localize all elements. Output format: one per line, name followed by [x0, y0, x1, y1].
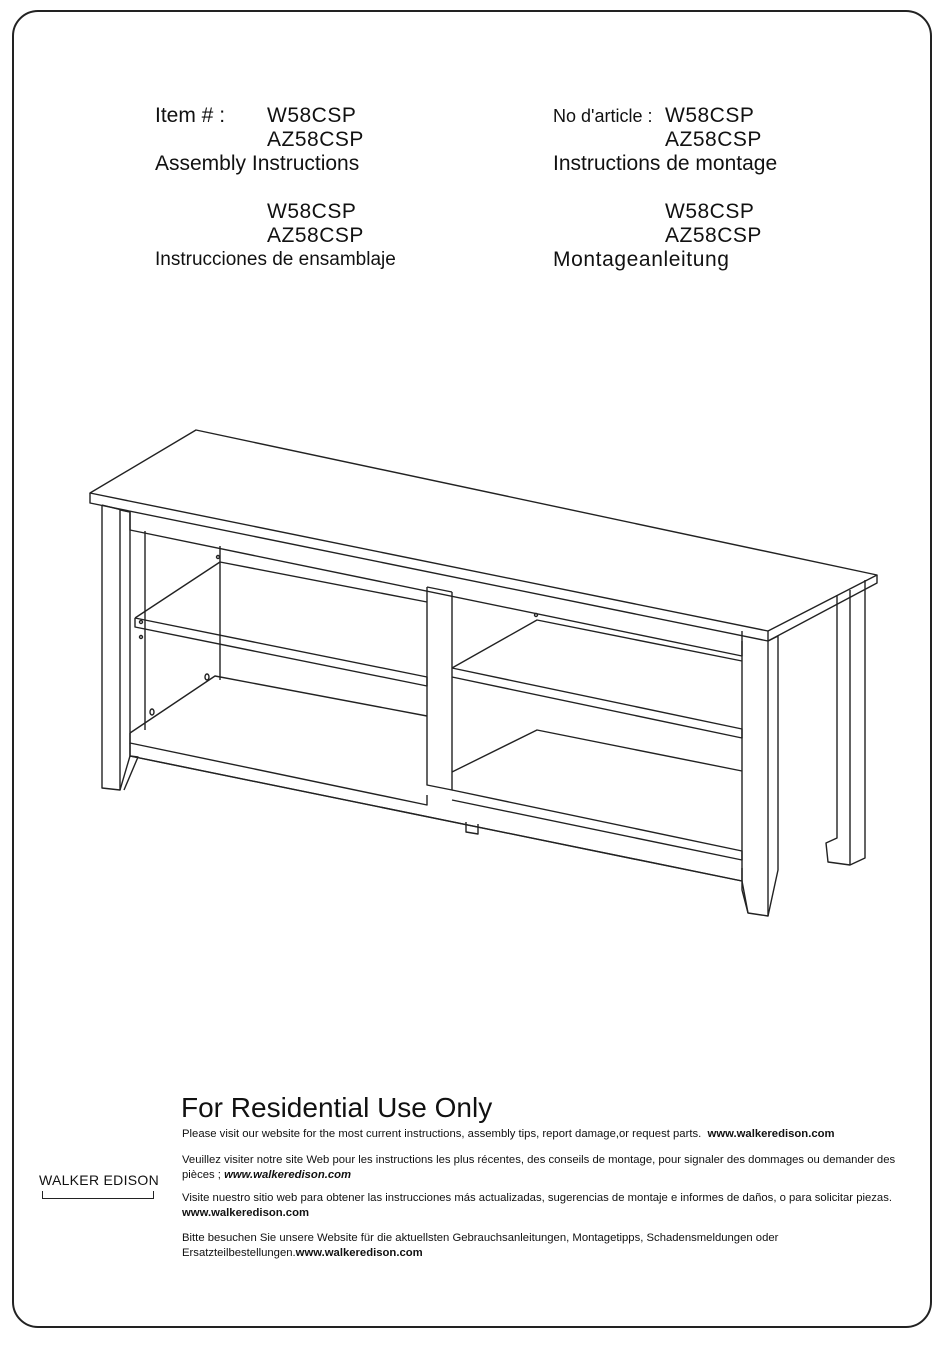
residential-use-title: For Residential Use Only	[181, 1092, 493, 1123]
website-link[interactable]: www.walkeredison.com	[707, 1128, 835, 1140]
header-french	[553, 104, 777, 176]
logo-text: WALKER EDISON	[38, 1172, 160, 1188]
assembly-subtitle: Instrucciones de ensamblaje	[155, 249, 396, 270]
model-number-1: W58CSP	[267, 200, 357, 223]
english-notice	[182, 1127, 910, 1142]
header-english	[155, 104, 364, 176]
tv-stand-illustration	[85, 425, 885, 925]
assembly-subtitle: Assembly Instructions	[155, 152, 360, 175]
model-number-2: AZ58CSP	[267, 224, 364, 247]
header-spanish	[155, 200, 396, 272]
website-link[interactable]: www.walkeredison.com	[224, 1169, 352, 1181]
french-notice-text: Veuillez visiter notre site Web pour les instructions les plus récentes, des conseils de montage, pour signaler des dommages ou demander des pièces ;	[182, 1154, 896, 1181]
assembly-subtitle: Instructions de montage	[553, 152, 778, 175]
article-number-label: No d'article :	[553, 106, 653, 126]
model-number-2: AZ58CSP	[665, 224, 762, 247]
model-number-1: W58CSP	[665, 104, 755, 127]
item-number-label: Item # :	[155, 104, 226, 127]
website-link[interactable]: www.walkeredison.com	[295, 1247, 423, 1259]
walker-edison-logo	[38, 1168, 160, 1200]
logo-underline	[42, 1191, 154, 1199]
header-german	[553, 200, 762, 272]
german-notice	[182, 1231, 910, 1261]
spanish-notice-text: Visite nuestro sitio web para obtener las instrucciones más actualizadas, sugerencias de montaje e informes de daños, o para solicitar piezas.	[182, 1192, 892, 1204]
model-number-2: AZ58CSP	[267, 128, 364, 151]
spanish-notice	[182, 1191, 910, 1221]
french-notice	[182, 1153, 910, 1183]
assembly-subtitle: Montageanleitung	[553, 248, 730, 271]
website-link[interactable]: www.walkeredison.com	[182, 1207, 310, 1219]
model-number-1: W58CSP	[665, 200, 755, 223]
german-notice-text: Bitte besuchen Sie unsere Website für die aktuellsten Gebrauchsanleitungen, Montagetipps, Schadensmeldungen oder Ersatzteilbestellungen.	[182, 1232, 779, 1259]
model-number-1: W58CSP	[267, 104, 357, 127]
english-notice-text: Please visit our website for the most current instructions, assembly tips, report damage,or request parts.	[182, 1128, 702, 1140]
model-number-2: AZ58CSP	[665, 128, 762, 151]
